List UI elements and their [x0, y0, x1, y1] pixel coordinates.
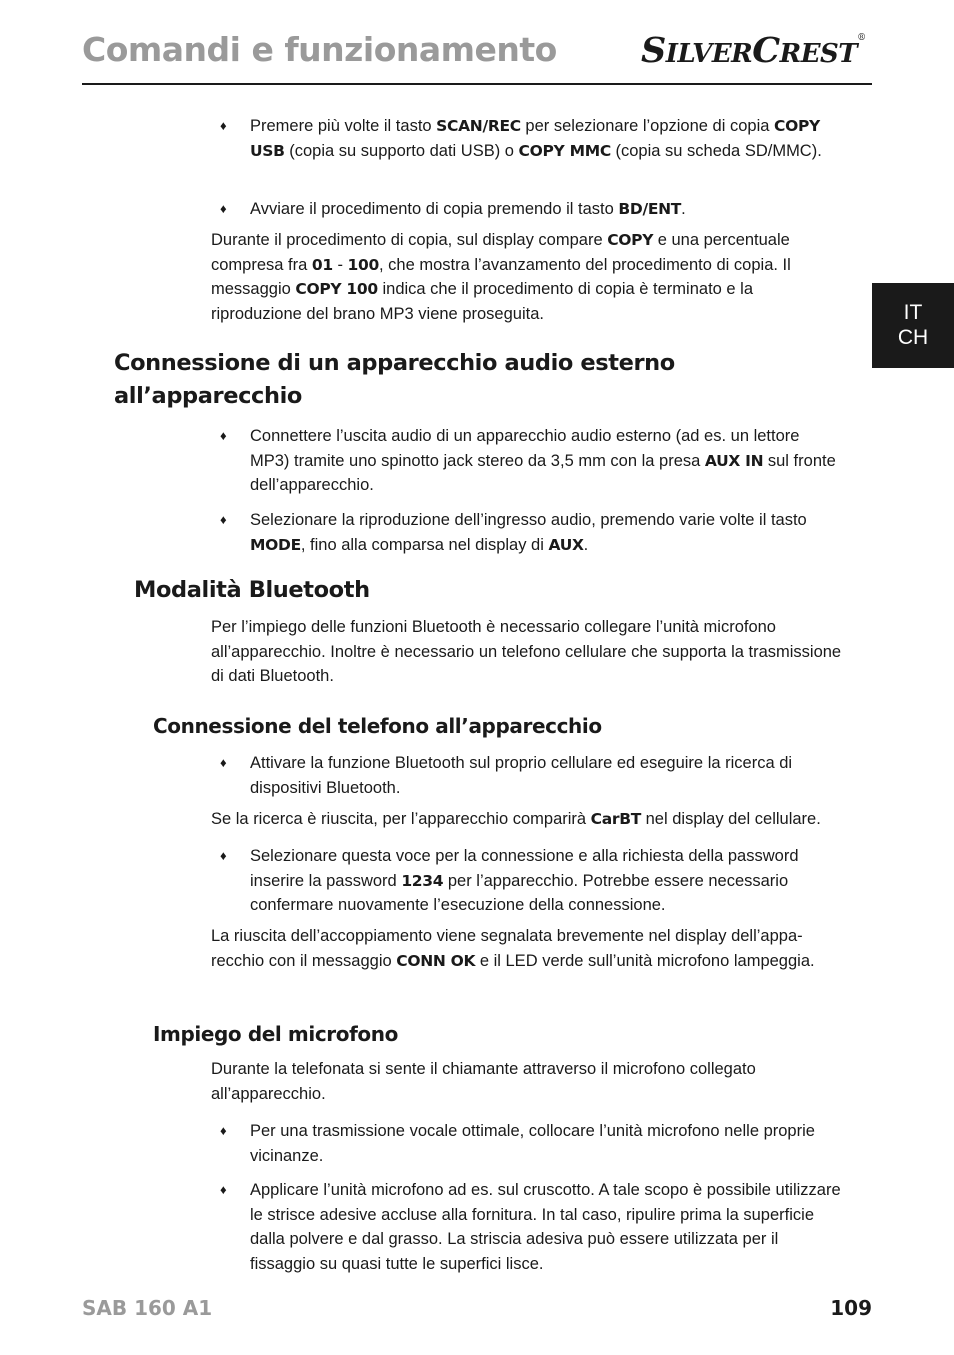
page-number: 109 — [830, 1296, 872, 1320]
list-item: ♦ Selezionare questa voce per la connessione e alla richiesta della password inserire la password 1234 per l’apparecchio. Potrebbe essere necessario confermare nuovamente l’esecuzione della connessione. — [250, 844, 842, 918]
language-code-it: IT — [903, 301, 923, 324]
header-divider — [82, 83, 872, 85]
list-item: ♦ Per una trasmissione vocale ottimale, collocare l’unità microfono nelle proprie vicinanze. — [250, 1119, 842, 1168]
bullet-icon: ♦ — [220, 428, 227, 443]
bullet-icon: ♦ — [220, 512, 227, 527]
paragraph: La riuscita dell’accoppiamento viene segnalata brevemente nel display dell’appa-recchio con il messaggio CONN OK e il LED verde sull’unità microfono lampeggia. — [211, 927, 815, 970]
page-title: Comandi e funzionamento — [82, 30, 557, 69]
bullet-icon: ♦ — [220, 848, 227, 863]
list-item: ♦ Applicare l’unità microfono ad es. sul cruscotto. A tale scopo è possibile utilizzare le strisce adesive accluse alla fornitura. In tal caso, ripulire prima la superficie dalla polvere e dal grasso. La striscia adesiva può essere utilizzata per il fissaggio su quasi tutte le superfici lisce. — [250, 1178, 842, 1276]
bullet-icon: ♦ — [220, 118, 227, 133]
list-item: ♦ Attivare la funzione Bluetooth sul proprio cellulare ed eseguire la ricerca di dispositivi Bluetooth. — [250, 751, 842, 800]
brand-logo: SILVERCREST® — [641, 30, 866, 71]
model-number: SAB 160 A1 — [82, 1296, 213, 1320]
paragraph: Durante la telefonata si sente il chiamante attraverso il microfono collegato all’apparecchio. — [211, 1060, 756, 1103]
bullet-icon: ♦ — [220, 201, 227, 216]
language-code-ch: CH — [897, 326, 929, 349]
list-item: ♦ Connettere l’uscita audio di un apparecchio audio esterno (ad es. un lettore MP3) tramite uno spinotto jack stereo da 3,5 mm con la presa AUX IN sul fronte dell’apparecchio. — [250, 424, 842, 498]
list-item: ♦ Avviare il procedimento di copia premendo il tasto BD/ENT. — [250, 197, 842, 222]
list-item: ♦ Premere più volte il tasto SCAN/REC per selezionare l’opzione di copia COPY USB (copia su supporto dati USB) o COPY MMC (copia su scheda SD/MMC). — [250, 114, 842, 163]
bullet-icon: ♦ — [220, 1123, 227, 1138]
paragraph: Per l’impiego delle funzioni Bluetooth è necessario collegare l’unità microfono all’apparecchio. Inoltre è necessario un telefono cellulare che supporta la trasmissione di dati Bluetooth. — [211, 618, 842, 685]
section-heading: Connessione di un apparecchio audio esterno all’apparecchio — [114, 350, 675, 409]
subsection-heading: Impiego del microfono — [153, 1022, 398, 1046]
subsection-heading: Connessione del telefono all’apparecchio — [153, 714, 602, 738]
paragraph: Durante il procedimento di copia, sul display compare COPY e una percentuale compresa fra 01 - 100, che mostra l’avanzamento del procedimento di copia. Il messaggio COPY 100 indica che il procedimento di copia è terminato e la riproduzione del brano MP3 viene proseguita. — [211, 231, 791, 323]
bullet-icon: ♦ — [220, 1182, 227, 1197]
bullet-icon: ♦ — [220, 755, 227, 770]
list-item: ♦ Selezionare la riproduzione dell’ingresso audio, premendo varie volte il tasto MODE, fino alla comparsa nel display di AUX. — [250, 508, 842, 557]
paragraph: Se la ricerca è riuscita, per l’apparecchio comparirà CarBT nel display del cellulare. — [211, 810, 821, 828]
language-tab — [872, 283, 954, 368]
section-heading: Modalità Bluetooth — [134, 577, 370, 603]
